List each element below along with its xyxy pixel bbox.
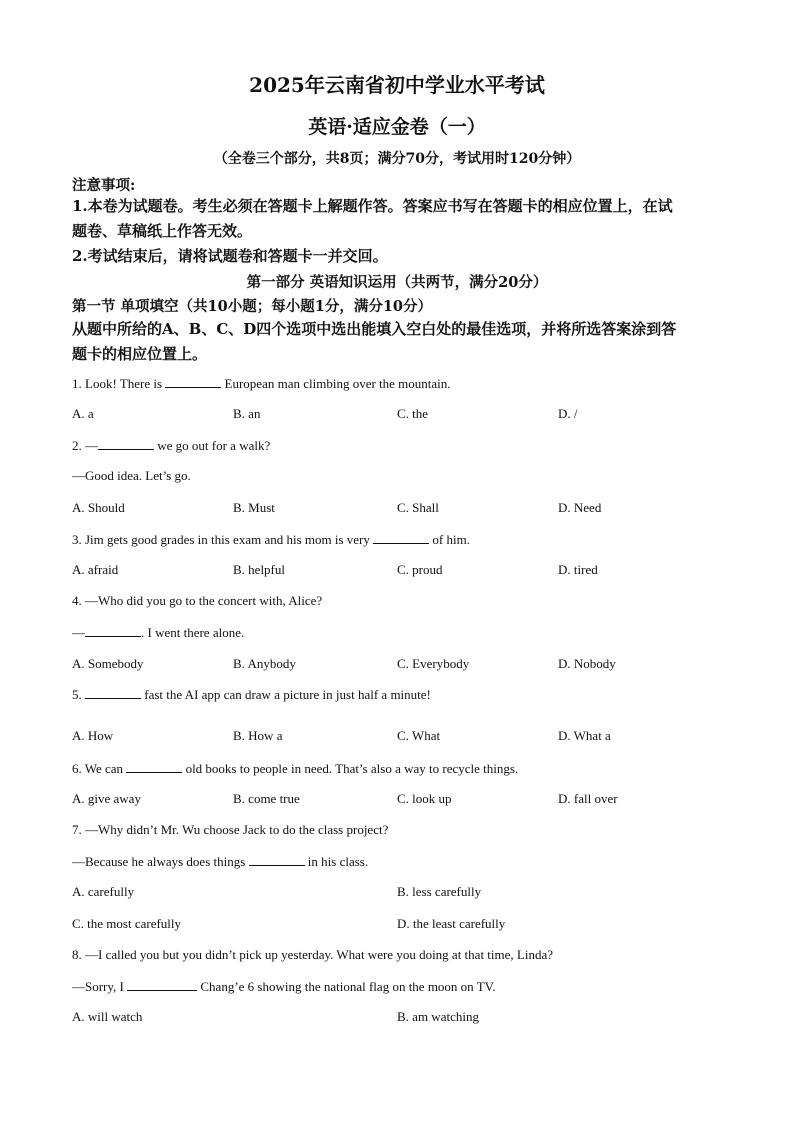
question-2-text-after: we go out for a walk?	[154, 438, 271, 453]
answer-blank	[85, 624, 141, 637]
q7-option-d: D. the least carefully	[397, 916, 506, 931]
question-4: 4. —Who did you go to the concert with, Alice?	[72, 593, 323, 608]
question-2	[72, 437, 270, 454]
notice-heading: 注意事项:	[72, 177, 136, 194]
exam-note: （全卷三个部分，共8页；满分70分，考试用时120分钟）	[213, 151, 581, 167]
question-3	[72, 531, 470, 548]
q5-option-b: B. How a	[233, 728, 283, 743]
question-4-reply-after: . I went there alone.	[141, 625, 245, 640]
question-2-reply: —Good idea. Let’s go.	[72, 468, 191, 483]
answer-blank	[126, 760, 182, 773]
q6-option-b: B. come true	[233, 791, 300, 806]
q2-option-a: A. Should	[72, 500, 125, 515]
q2-option-d: D. Need	[558, 500, 602, 515]
notice-item-2: 2.考试结束后，请将试题卷和答题卡一并交回。	[72, 247, 388, 265]
q3-option-c: C. proud	[397, 562, 443, 577]
question-3-text-before: 3. Jim gets good grades in this exam and his mom is very	[72, 532, 374, 547]
q5-option-a: A. How	[72, 728, 114, 743]
q4-option-c: C. Everybody	[397, 656, 470, 671]
question-4-reply-before: —	[72, 625, 85, 640]
question-1	[72, 375, 451, 392]
question-8-reply-before: —Sorry, I	[72, 979, 128, 994]
section1-directions	[72, 317, 732, 367]
q2-option-b: B. Must	[233, 500, 275, 515]
question-7-reply	[72, 853, 368, 870]
section1-title: 第一节 单项填空（共10小题；每小题1分，满分10分）	[72, 298, 432, 315]
exam-subtitle: 英语·适应金卷（一）	[308, 116, 486, 138]
question-6-text-before: 6. We can	[72, 761, 127, 776]
question-5-text-before: 5.	[72, 687, 85, 702]
answer-blank	[373, 531, 429, 544]
answer-blank	[98, 437, 154, 450]
q4-option-a: A. Somebody	[72, 656, 144, 671]
q6-option-a: A. give away	[72, 791, 141, 806]
q5-option-d: D. What a	[558, 728, 611, 743]
answer-blank	[85, 686, 141, 699]
question-6	[72, 760, 518, 777]
notice-item-1-line-1: 1.本卷为试题卷。考生必须在答题卡上解题作答。答案应书写在答题卡的相应位置上，在试	[72, 197, 673, 215]
question-3-text-after: of him.	[429, 532, 470, 547]
q8-option-a: A. will watch	[72, 1009, 143, 1024]
q3-option-d: D. tired	[558, 562, 598, 577]
q5-option-c: C. What	[397, 728, 441, 743]
q6-option-c: C. look up	[397, 791, 452, 806]
exam-title: 2025年云南省初中学业水平考试	[249, 73, 545, 97]
q1-option-c: C. the	[397, 406, 429, 421]
q7-option-b: B. less carefully	[397, 884, 482, 899]
question-1-text-before: 1. Look! There is	[72, 376, 166, 391]
notice-item-1-line-2: 题卷、草稿纸上作答无效。	[72, 222, 253, 240]
question-7: 7. —Why didn’t Mr. Wu choose Jack to do the class project?	[72, 822, 389, 837]
question-8-reply	[72, 978, 496, 995]
answer-blank	[249, 853, 305, 866]
question-8-reply-after: Chang’e 6 showing the national flag on the moon on TV.	[197, 979, 496, 994]
part1-title: 第一部分 英语知识运用（共两节，满分20分）	[246, 274, 548, 291]
q3-option-a: A. afraid	[72, 562, 119, 577]
q1-option-a: A. a	[72, 406, 94, 421]
q1-option-d: D. /	[558, 406, 578, 421]
q4-option-d: D. Nobody	[558, 656, 616, 671]
answer-blank	[165, 375, 221, 388]
question-6-text-after: old books to people in need. That’s also a way to recycle things.	[182, 761, 519, 776]
notice-item-1	[72, 194, 732, 244]
question-5	[72, 686, 431, 703]
question-7-reply-after: in his class.	[304, 854, 369, 869]
directions-line-1: 从题中所给的A、B、C、D四个选项中选出能填入空白处的最佳选项，并将所选答案涂到答	[72, 320, 677, 338]
question-8: 8. —I called you but you didn’t pick up yesterday. What were you doing at that time, Linda?	[72, 947, 553, 962]
question-7-reply-before: —Because he always does things	[72, 854, 249, 869]
q1-option-b: B. an	[233, 406, 261, 421]
q6-option-d: D. fall over	[558, 791, 618, 806]
answer-blank	[127, 978, 197, 991]
directions-line-2: 题卡的相应位置上。	[72, 345, 208, 363]
q7-option-c: C. the most carefully	[72, 916, 182, 931]
q4-option-b: B. Anybody	[233, 656, 296, 671]
q2-option-c: C. Shall	[397, 500, 439, 515]
q8-option-b: B. am watching	[397, 1009, 479, 1024]
question-1-text-after: European man climbing over the mountain.	[221, 376, 451, 391]
question-5-text-after: fast the AI app can draw a picture in just half a minute!	[141, 687, 431, 702]
q7-option-a: A. carefully	[72, 884, 135, 899]
question-2-text-before: 2. —	[72, 438, 98, 453]
question-4-reply	[72, 624, 244, 641]
q3-option-b: B. helpful	[233, 562, 285, 577]
